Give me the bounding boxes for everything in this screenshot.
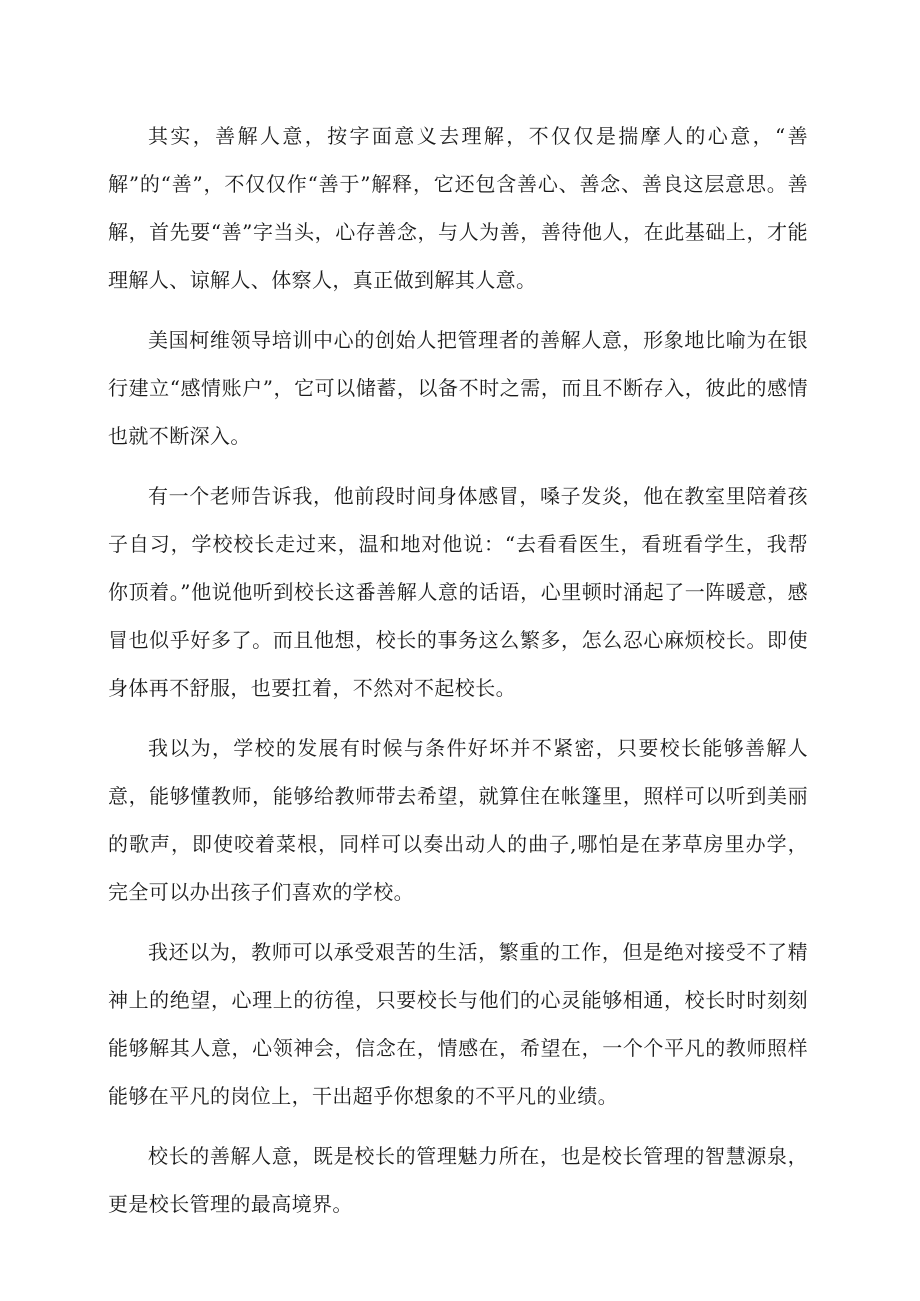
paragraph-4: 我以为，学校的发展有时候与条件好坏并不紧密，只要校长能够善解人意，能够懂教师，能够给教师带去希望，就算住在帐篷里，照样可以听到美丽的歌声，即使咬着菜根，同样可以奏出动人的曲子,哪怕是在茅草房里办学，完全可以办出孩子们喜欢的学校。 [108, 736, 808, 904]
paragraph-1: 其实，善解人意，按字面意义去理解，不仅仅是揣摩人的心意，“善解”的“善”，不仅仅作“善于”解释，它还包含善心、善念、善良这层意思。善解，首先要“善”字当头，心存善念，与人为善，善待他人，在此基础上，才能理解人、谅解人、体察人，真正做到解其人意。 [108, 124, 808, 292]
paragraph-6: 校长的善解人意，既是校长的管理魅力所在，也是校长管理的智慧源泉，更是校长管理的最高境界。 [108, 1144, 808, 1216]
paragraph-3: 有一个老师告诉我，他前段时间身体感冒，嗓子发炎，他在教室里陪着孩子自习，学校校长走过来，温和地对他说：“去看看医生，看班看学生，我帮你顶着。”他说他听到校长这番善解人意的话语，心里顿时涌起了一阵暖意，感冒也似乎好多了。而且他想，校长的事务这么繁多，怎么忍心麻烦校长。即使身体再不舒服，也要扛着，不然对不起校长。 [108, 484, 808, 700]
document-body [108, 112, 808, 1240]
paragraph-2: 美国柯维领导培训中心的创始人把管理者的善解人意，形象地比喻为在银行建立“感情账户”，它可以储蓄，以备不时之需，而且不断存入，彼此的感情也就不断深入。 [108, 328, 808, 448]
paragraph-5: 我还以为，教师可以承受艰苦的生活，繁重的工作，但是绝对接受不了精神上的绝望，心理上的彷徨，只要校长与他们的心灵能够相通，校长时时刻刻能够解其人意，心领神会，信念在，情感在，希望在，一个个平凡的教师照样能够在平凡的岗位上，干出超乎你想象的不平凡的业绩。 [108, 940, 808, 1108]
